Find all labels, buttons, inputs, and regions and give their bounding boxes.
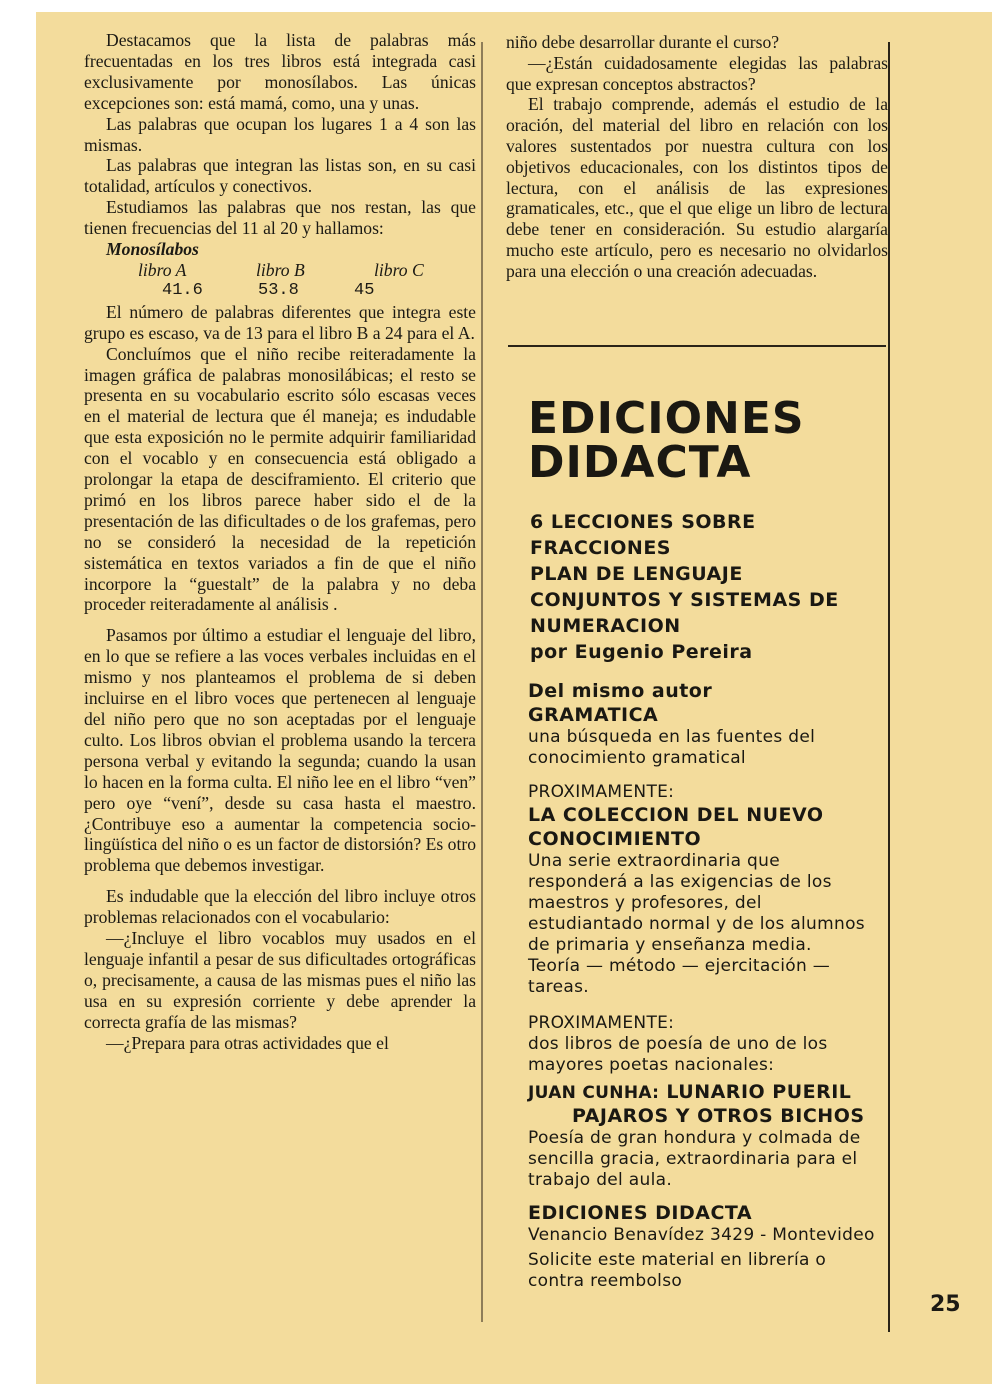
paragraph: niño debe desarrollar durante el curso? <box>506 32 780 52</box>
paragraph: —¿Están cuidadosamente elegidas las palabras que expresan conceptos abstractos? <box>506 52 888 94</box>
book-title: PAJAROS Y OTROS BICHOS <box>572 1105 865 1127</box>
coleccion-desc: Una serie extraordinaria que responderá a las exigencias de los maestros y profesores, del estudiantado normal y de los alumnos de primaria y enseñanza media. <box>528 851 865 955</box>
titles-list <box>530 509 880 665</box>
book-a-label: libro A <box>138 259 187 280</box>
magazine-page <box>36 12 992 1384</box>
values-row <box>84 281 476 302</box>
book-c-label: libro C <box>374 259 424 280</box>
paragraph: Concluímos que el niño recibe reiteradamente la imagen gráfica de palabras monosilábicas; el resto se presenta en su vocabulario escrito sólo escasas veces en el material de lectura que él maneja; es indudable que esta exposición no le permite adquirir familiaridad con el vocablo y en consecuencia está obligado a prolongar la etapa de desciframiento. El criterio que primó en los libros parece haber sido el de la presentación de las dificultades o de los grafemas, pero no se consideró la necesidad de la repetición sistemática en textos variados a fin de que el niño incorpore la “guestalt” de la palabra y no deba proceder reiteradamente al análisis . <box>84 343 476 615</box>
author: por Eugenio Pereira <box>530 641 753 663</box>
book-title: LUNARIO PUERIL <box>666 1081 852 1103</box>
paragraph: Estudiamos las palabras que nos restan, las que tienen frecuencias del 11 al 20 y hallamos: <box>84 197 476 239</box>
gramatica-title: GRAMATICA <box>528 704 659 726</box>
title-item: CONJUNTOS Y SISTEMAS DE <box>530 589 839 611</box>
coleccion-title: LA COLECCION DEL NUEVO <box>528 804 824 826</box>
order-note: Solicite este material en librería o contra reembolso <box>528 1250 827 1291</box>
column-divider <box>481 42 483 1322</box>
coleccion-title-2: CONOCIMIENTO <box>528 828 702 850</box>
address: Venancio Benavídez 3429 - Montevideo <box>528 1225 875 1245</box>
ad-right-rule <box>888 42 890 1332</box>
paragraph: —¿Prepara para otras actividades que el <box>106 1032 389 1053</box>
ediciones-didacta-ad <box>528 393 880 1292</box>
poet-name: JUAN CUNHA: <box>528 1083 660 1103</box>
title-item: FRACCIONES <box>530 537 671 559</box>
paragraph: —¿Incluye el libro vocablos muy usados en el lenguaje infantil a pesar de sus dificultades ortográficas o, precisamente, a causa de las mismas pues el niño las usa en su expresión corriente y debe aprender la correcta grafía de las mismas? <box>84 928 476 1032</box>
right-column <box>506 32 888 282</box>
poet-line <box>528 1080 880 1104</box>
monosyllables-heading: Monosílabos <box>106 239 199 260</box>
book-a-value: 41.6 <box>162 280 203 300</box>
paragraph: Destacamos que la lista de palabras más frecuentadas en los tres libros está integrada casi exclusivamente por monosílabos. Las únicas excepciones son: está mamá, como, una y unas. <box>84 30 476 113</box>
title-item: PLAN DE LENGUAJE <box>530 563 743 585</box>
page-number: 25 <box>930 1292 961 1317</box>
same-author: Del mismo autor <box>528 680 713 702</box>
ad-top-rule <box>508 345 886 347</box>
books-row <box>84 260 476 281</box>
paragraph: El número de palabras diferentes que integra este grupo es escaso, va de 13 para el libro B a 24 para el A. <box>84 301 476 343</box>
left-column <box>84 30 476 1054</box>
book-b-value: 53.8 <box>258 280 299 300</box>
paragraph: Es indudable que la elección del libro incluye otros problemas relacionados con el vocabulario: <box>84 886 476 928</box>
teoria-line: Teoría — método — ejercitación — tareas. <box>528 956 831 997</box>
proximamente-label: PROXIMAMENTE: <box>528 1013 675 1033</box>
brand-logo: EDICIONES DIDACTA <box>528 393 805 488</box>
title-item: 6 LECCIONES SOBRE <box>530 511 756 533</box>
proximamente-label: PROXIMAMENTE: <box>528 782 675 802</box>
book-b-label: libro B <box>256 259 305 280</box>
poesia-desc: dos libros de poesía de uno de los mayores poetas nacionales: <box>528 1034 828 1075</box>
paragraph: Pasamos por último a estudiar el lenguaje del libro, en lo que se refiere a las voces verbales incluidas en el mismo y nos planteamos el problema de si deben incluirse en el libro voces que pertenecen al lenguaje del niño pero que no son aceptadas por el lenguaje culto. Los libros obvian el problema usando la tercera persona verbal y evitando la segunda; cuando la usan lo hacen en la forma culta. El niño lee en el libro “ven” pero oye “vení”, desde su casa hasta el maestro. ¿Contribuye eso a aumentar la competencia socio-lingüística del niño o es un factor de distorsión? Es otro problema que debemos investigar. <box>84 625 476 876</box>
publisher: EDICIONES DIDACTA <box>528 1202 753 1224</box>
paragraph: Las palabras que integran las listas son, en su casi totalidad, artículos y conectivos. <box>84 155 476 197</box>
gramatica-desc: una búsqueda en las fuentes del conocimiento gramatical <box>528 727 816 768</box>
paragraph: Las palabras que ocupan los lugares 1 a 4 son las mismas. <box>84 113 476 155</box>
book-c-value: 45 <box>354 280 375 300</box>
book-desc: Poesía de gran hondura y colmada de sencilla gracia, extraordinaria para el trabajo del aula. <box>528 1128 861 1190</box>
title-item: NUMERACION <box>530 615 681 637</box>
paragraph: El trabajo comprende, además el estudio de la oración, del material del libro en relación con los valores sustentados por nuestra cultura con los objetivos educacionales, con los distintos tipos de lectura, con el análisis de las expresiones gramaticales, etc., que el que elige un libro de lectura debe tener en consideración. Su estudio alargaría mucho este artículo, pero es necesario no olvidarlos para una elección o una creación adecuadas. <box>506 94 888 281</box>
